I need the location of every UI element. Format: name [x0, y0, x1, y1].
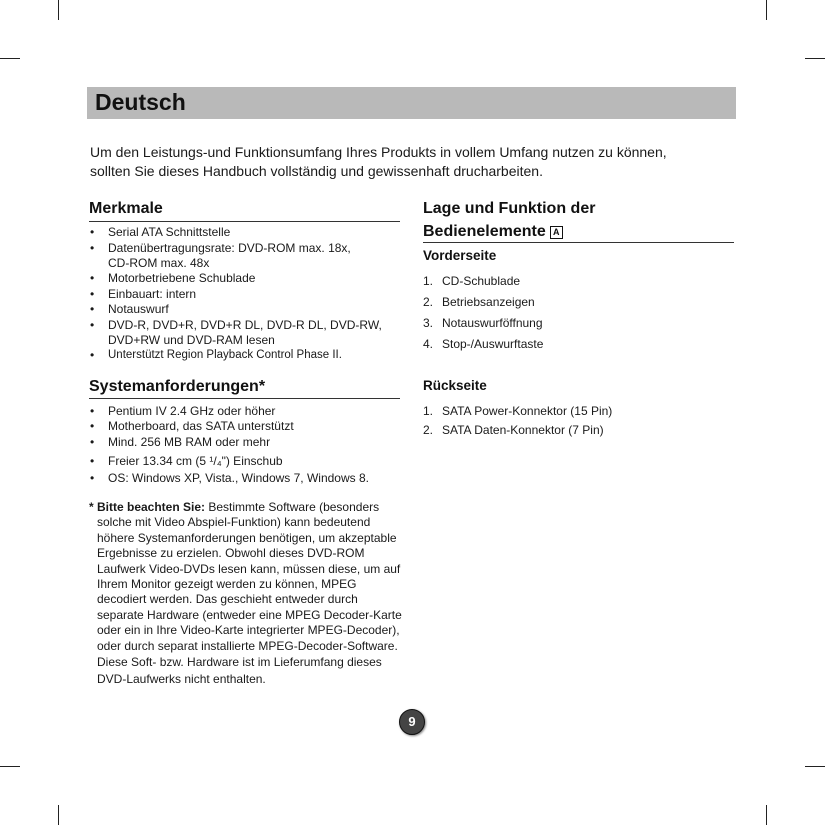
back-side-list: [423, 402, 734, 440]
page-number: 9: [399, 709, 425, 735]
controls-heading: [423, 198, 734, 243]
list-item: 3. Notauswurföffnung: [423, 316, 543, 330]
requirements-note: [89, 500, 407, 687]
list-item: • Freier 13.34 cm (5 ¹/₄") Einschub: [89, 454, 407, 469]
requirements-rule: [89, 398, 400, 399]
note-text-2: Diese Soft- bzw. Hardware ist im Lieferumfang dieses DVD-Laufwerks nicht enthalten.: [97, 655, 382, 686]
list-item: • Mind. 256 MB RAM oder mehr: [89, 435, 407, 450]
list-item: • Motherboard, das SATA unterstützt: [89, 419, 407, 434]
list-item: 2. SATA Daten-Konnektor (7 Pin): [423, 423, 604, 437]
requirements-list: [89, 404, 407, 486]
list-item: • OS: Windows XP, Vista., Windows 7, Windows 8.: [89, 471, 407, 486]
crop-mark: [0, 58, 20, 59]
back-side-heading: Rückseite: [423, 378, 487, 393]
note-marker: *: [89, 500, 94, 514]
features-heading: Merkmale: [89, 200, 163, 217]
list-item: 1. SATA Power-Konnektor (15 Pin): [423, 404, 613, 418]
list-item: 2. Betriebsanzeigen: [423, 295, 535, 309]
front-side-heading: Vorderseite: [423, 248, 497, 263]
list-item: • Unterstützt Region Playback Control Phase II.: [89, 348, 407, 363]
crop-mark: [766, 0, 767, 20]
intro-line: sollten Sie dieses Handbuch vollständig und gewissenhaft drucharbeiten.: [90, 163, 543, 179]
figure-badge: A: [550, 226, 563, 239]
features-list: [89, 225, 407, 364]
list-item: 1. CD-Schublade: [423, 274, 521, 288]
crop-mark: [805, 766, 825, 767]
controls-heading-line2: Bedienelemente: [423, 223, 546, 240]
list-item: 4. Stop-/Auswurftaste: [423, 337, 544, 351]
crop-mark: [58, 805, 59, 825]
list-item: • Serial ATA Schnittstelle: [89, 225, 407, 240]
controls-rule: [423, 242, 734, 243]
intro-line: Um den Leistungs-und Funktionsumfang Ihres Produkts in vollem Umfang nutzen zu können,: [90, 144, 667, 160]
front-side-list: [423, 271, 734, 355]
language-title: Deutsch: [95, 89, 186, 115]
intro-paragraph: [90, 143, 740, 181]
list-item: • DVD-R, DVD+R, DVD+R DL, DVD-R DL, DVD-RW, DVD+RW und DVD-RAM lesen: [89, 318, 398, 348]
list-item: • Motorbetriebene Schublade: [89, 271, 407, 286]
crop-mark: [805, 58, 825, 59]
list-item: • Einbauart: intern: [89, 287, 407, 302]
note-text: Bestimmte Software (besonders solche mit Video Abspiel-Funktion) kann bedeutend höhere Systemanforderungen benötigen, um akzeptable Ergebnisse zu erzielen. Obwohl dieses DVD-ROM Laufwerk Video-DVDs lesen kann, müssen diese, um auf Ihrem Monitor gezeigt werden zu können, MPEG decodiert werden. Das geschieht entweder durch separate Hardware (entweder eine MPEG Decoder-Karte oder ein in Ihre Video-Karte integrierter MPEG-Decoder), oder durch separat installierte MPEG-Decoder-Software.: [97, 500, 402, 653]
controls-heading-line1: Lage und Funktion der: [423, 200, 596, 217]
list-item: • Datenübertragungsrate: DVD-ROM max. 18x, CD-ROM max. 48x: [89, 241, 363, 271]
language-header-bar: [87, 87, 736, 119]
requirements-heading: Systemanforderungen*: [89, 378, 266, 395]
features-rule: [89, 221, 400, 222]
crop-mark: [58, 0, 59, 20]
list-item: • Notauswurf: [89, 302, 407, 317]
list-item: • Pentium IV 2.4 GHz oder höher: [89, 404, 407, 419]
crop-mark: [0, 766, 20, 767]
note-lead: Bitte beachten Sie:: [97, 500, 206, 514]
crop-mark: [766, 805, 767, 825]
